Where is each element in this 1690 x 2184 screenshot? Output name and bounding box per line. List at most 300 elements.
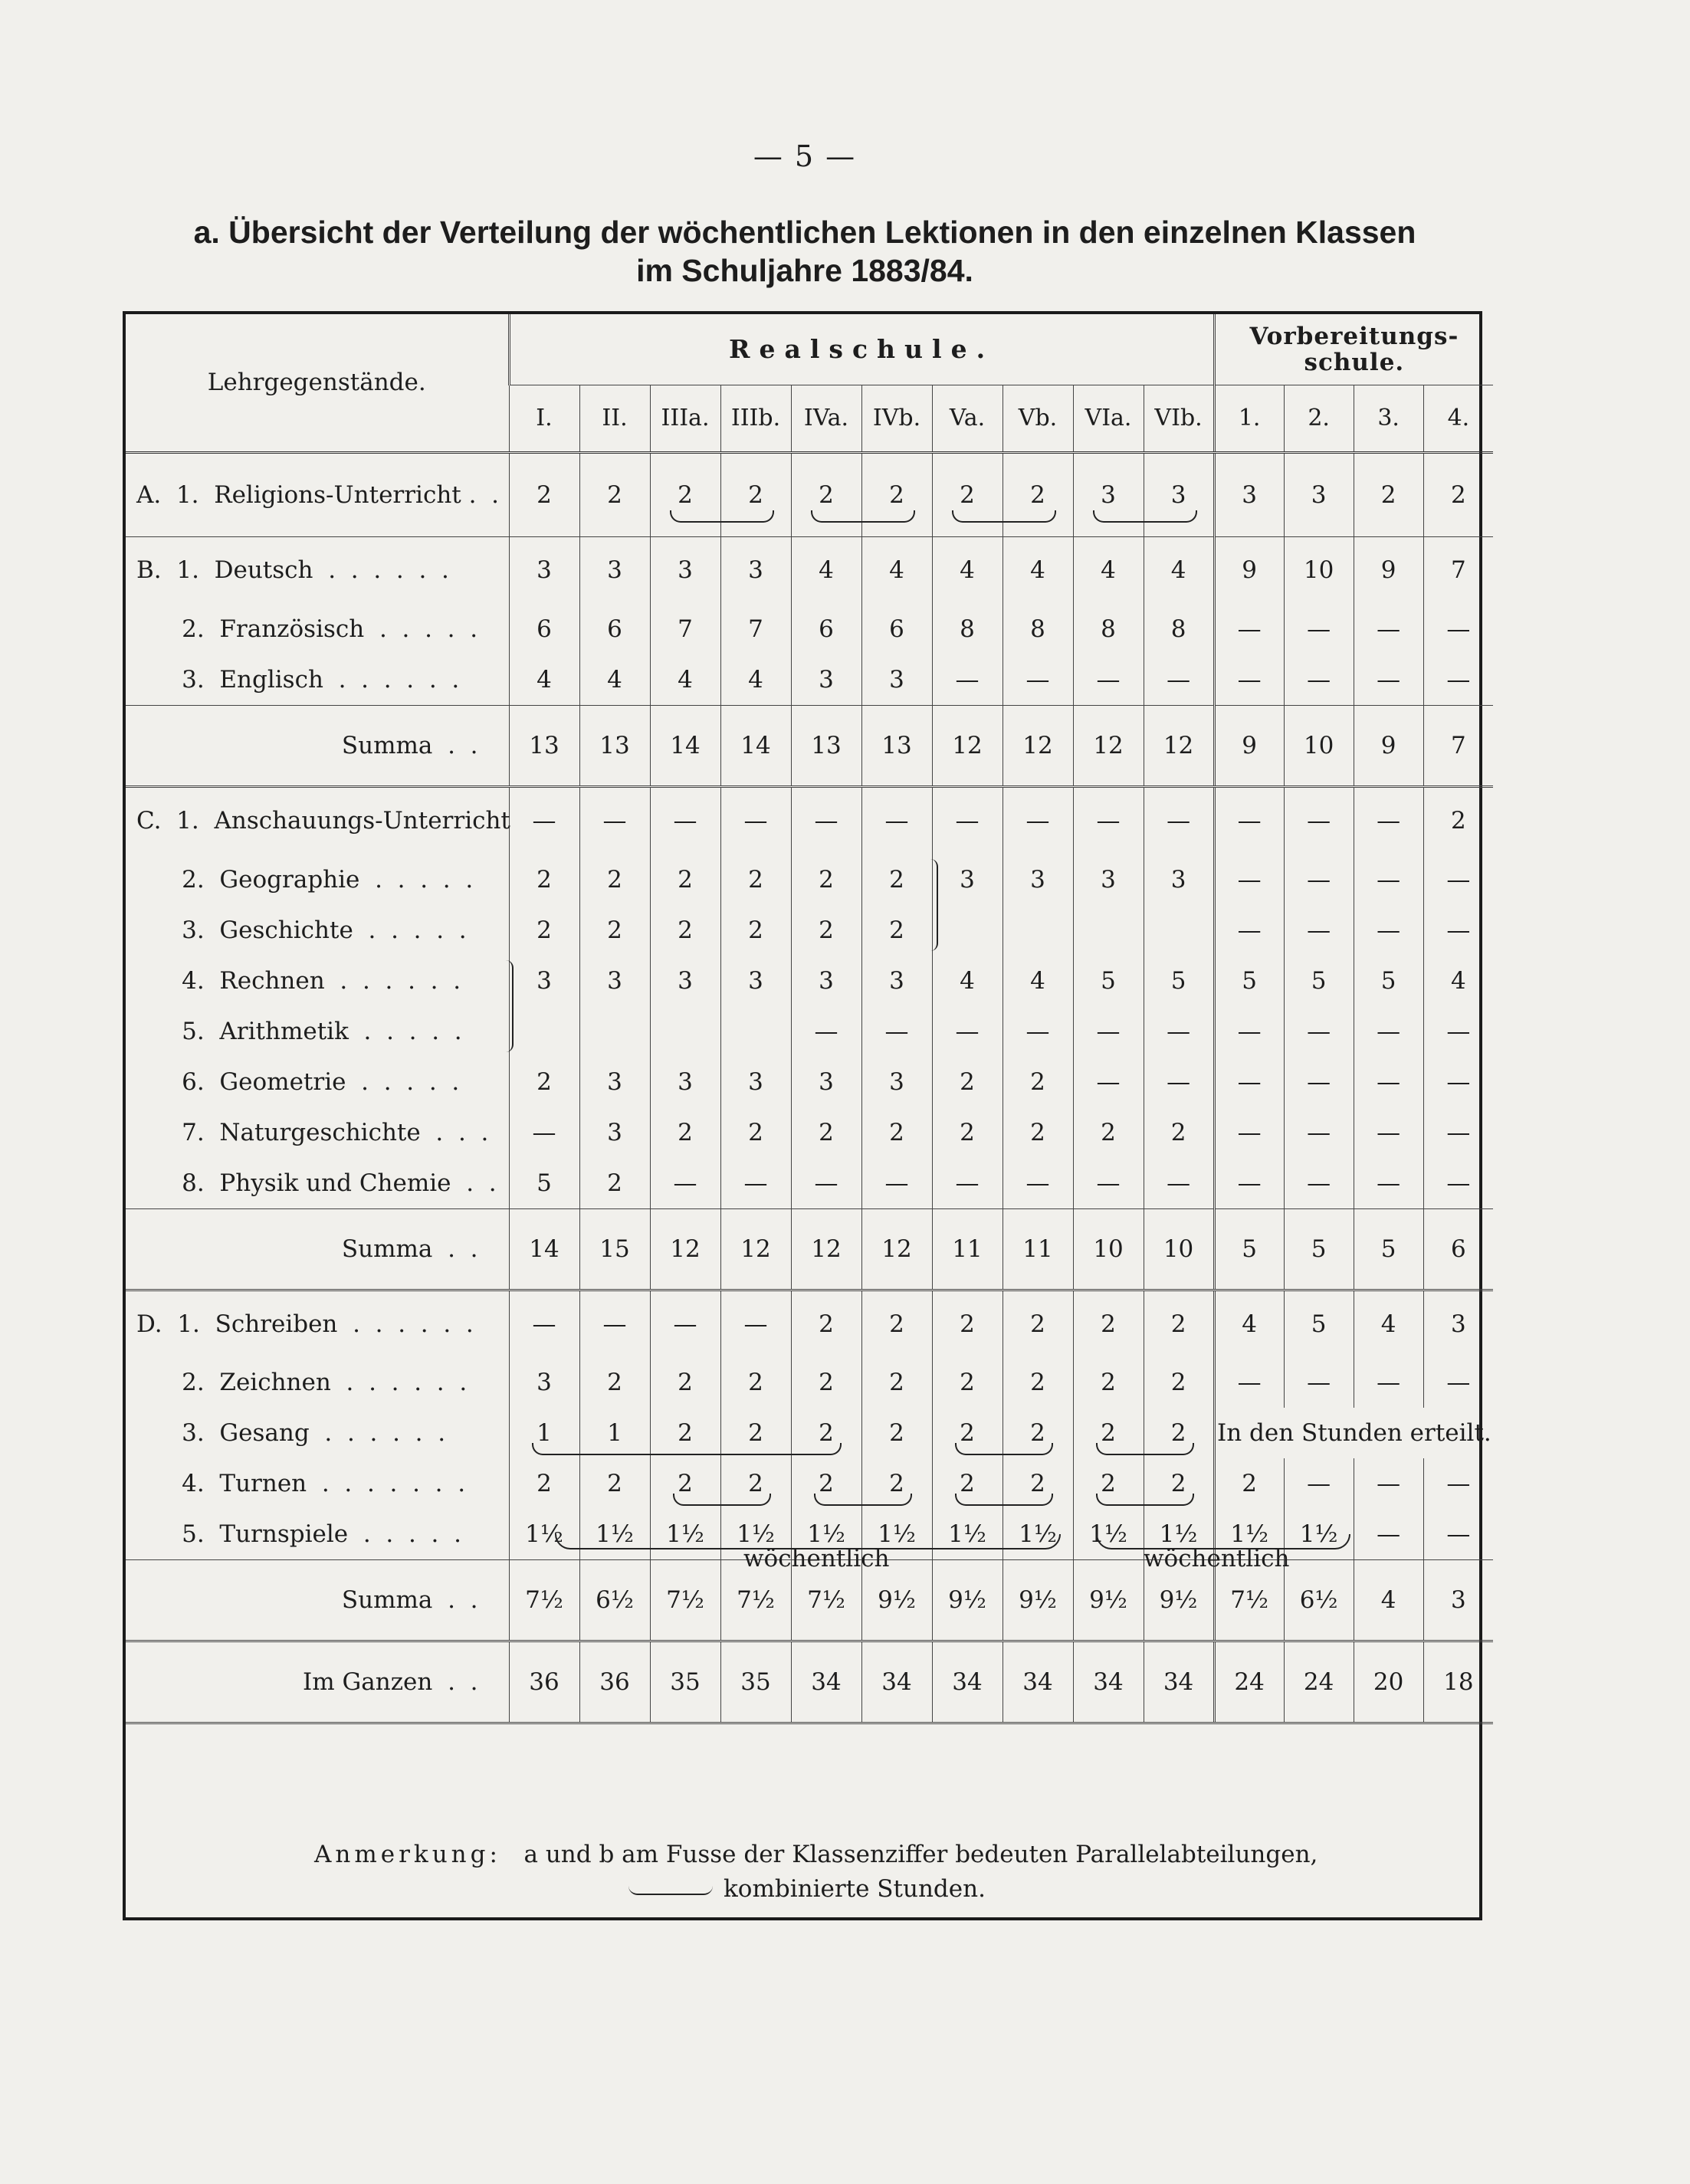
footnote-title: Anmerkung: bbox=[314, 1841, 501, 1868]
summa-row bbox=[126, 706, 1493, 787]
table-cell: — bbox=[650, 787, 720, 854]
table-cell: 9 bbox=[1354, 536, 1423, 604]
footnote-line-1 bbox=[314, 1841, 1318, 1868]
table-cell: 2 bbox=[861, 1408, 932, 1458]
table-cell: 3 bbox=[791, 654, 861, 706]
row-label: D. 1. Schreiben . . . . . . bbox=[136, 1310, 474, 1338]
combination-brace bbox=[955, 1494, 1053, 1506]
table-cell: 14 bbox=[720, 706, 791, 787]
table-cell: 2 bbox=[932, 1458, 1003, 1509]
table-cell: 10 bbox=[1073, 1208, 1144, 1290]
table-cell: 1½ bbox=[932, 1509, 1003, 1560]
table-cell: 10 bbox=[1284, 536, 1354, 604]
table-cell: 2 bbox=[791, 1290, 861, 1357]
combination-brace bbox=[670, 510, 774, 523]
table-cell: 2 bbox=[932, 1357, 1003, 1408]
table-cell: 2 bbox=[791, 1408, 861, 1458]
table-cell: — bbox=[1354, 604, 1423, 654]
table-cell: 7 bbox=[1423, 536, 1493, 604]
footnote-text-2: kombinierte Stunden. bbox=[724, 1875, 986, 1903]
table-cell: — bbox=[932, 654, 1003, 706]
table-cell: — bbox=[579, 787, 650, 854]
table-cell: — bbox=[791, 1158, 861, 1209]
table-cell: 2 bbox=[1073, 1408, 1144, 1458]
table-row bbox=[126, 905, 1493, 956]
table-cell: 8 bbox=[932, 604, 1003, 654]
row-label: 5. Arithmetik . . . . . bbox=[136, 1017, 462, 1045]
table-cell: 7 bbox=[1423, 706, 1493, 787]
table-cell: 7 bbox=[720, 604, 791, 654]
table-cell: — bbox=[1003, 1006, 1073, 1057]
table-cell: 2 bbox=[579, 1458, 650, 1509]
table-cell: 2 bbox=[509, 1057, 579, 1107]
row-label: 3. Englisch . . . . . . bbox=[136, 666, 460, 694]
table-cell: — bbox=[1354, 654, 1423, 706]
class-header: VIa. bbox=[1073, 385, 1144, 452]
table-cell: 1½ bbox=[1284, 1509, 1354, 1560]
table-cell: 4 bbox=[1003, 536, 1073, 604]
table-cell: 6 bbox=[791, 604, 861, 654]
table-cell: 35 bbox=[650, 1641, 720, 1723]
table-cell: 3 bbox=[720, 956, 791, 1006]
table-cell: 1 bbox=[509, 1408, 579, 1458]
row-label: Summa . . bbox=[126, 1208, 509, 1290]
table-cell: 2 bbox=[650, 1408, 720, 1458]
table-cell: — bbox=[1144, 1158, 1214, 1209]
table-cell: 2 bbox=[791, 1357, 861, 1408]
table-cell: 3 bbox=[509, 956, 579, 1006]
table-cell: 4 bbox=[932, 956, 1003, 1006]
table-cell: 5 bbox=[1354, 1208, 1423, 1290]
table-cell: 3 bbox=[932, 854, 1003, 905]
class-header: Vb. bbox=[1003, 385, 1073, 452]
table-cell: 5 bbox=[1284, 1208, 1354, 1290]
table-cell: 9 bbox=[1214, 536, 1284, 604]
table-cell: 3 bbox=[1003, 854, 1073, 905]
table-cell: 9½ bbox=[1003, 1560, 1073, 1641]
table-cell: 5 bbox=[1214, 1208, 1284, 1290]
table-cell: 2 bbox=[509, 452, 579, 536]
table-cell: 2 bbox=[509, 854, 579, 905]
table-cell: — bbox=[509, 1290, 579, 1357]
summa-row bbox=[126, 1208, 1493, 1290]
row-label: 3. Gesang . . . . . . bbox=[136, 1419, 446, 1447]
table-cell: 2 bbox=[861, 905, 932, 956]
table-cell: — bbox=[1284, 1357, 1354, 1408]
table-cell: — bbox=[650, 1290, 720, 1357]
table-cell: 2 bbox=[791, 1458, 861, 1509]
table-cell: 2 bbox=[861, 1290, 932, 1357]
table-cell: 5 bbox=[1214, 956, 1284, 1006]
table-cell: 7½ bbox=[791, 1560, 861, 1641]
table-cell bbox=[650, 1006, 720, 1057]
table-cell: 2 bbox=[720, 1107, 791, 1158]
combination-brace bbox=[811, 510, 915, 523]
table-row bbox=[126, 452, 1493, 536]
table-cell: 3 bbox=[650, 956, 720, 1006]
table-cell: — bbox=[1073, 1057, 1144, 1107]
row-label: 5. Turnspiele . . . . . bbox=[136, 1520, 461, 1548]
table-cell: 3 bbox=[720, 1057, 791, 1107]
table-cell: 9½ bbox=[1073, 1560, 1144, 1641]
class-header: IVb. bbox=[861, 385, 932, 452]
table-cell: — bbox=[1354, 1458, 1423, 1509]
table-cell: 5 bbox=[1284, 956, 1354, 1006]
table-cell: — bbox=[1003, 787, 1073, 854]
table-cell: 2 bbox=[650, 452, 720, 536]
table-cell: — bbox=[1284, 854, 1354, 905]
table-cell: — bbox=[1354, 854, 1423, 905]
table-cell: 6½ bbox=[579, 1560, 650, 1641]
table-cell: 4 bbox=[1003, 956, 1073, 1006]
table-cell: 2 bbox=[720, 854, 791, 905]
table-cell: 15 bbox=[579, 1208, 650, 1290]
table-cell: 2 bbox=[791, 1107, 861, 1158]
row-label: Im Ganzen . . bbox=[126, 1641, 509, 1723]
table-cell: 4 bbox=[791, 536, 861, 604]
vorbereitung-line-2: schule. bbox=[1304, 348, 1405, 376]
row-label: 8. Physik und Chemie . . bbox=[136, 1169, 497, 1197]
table-cell: 13 bbox=[791, 706, 861, 787]
table-cell: — bbox=[1214, 654, 1284, 706]
table-cell: 5 bbox=[509, 1158, 579, 1209]
row-label: A. 1. Religions-Unterricht . . bbox=[126, 452, 509, 536]
table-cell: 1½ bbox=[1144, 1509, 1214, 1560]
table-cell: — bbox=[1003, 654, 1073, 706]
table-cell: 3 bbox=[1214, 452, 1284, 536]
combination-brace bbox=[929, 859, 938, 951]
class-header: IIIb. bbox=[720, 385, 791, 452]
table-cell: — bbox=[861, 787, 932, 854]
table-cell: 4 bbox=[509, 654, 579, 706]
table-cell: 24 bbox=[1284, 1641, 1354, 1723]
table-cell: 2 bbox=[1003, 1408, 1073, 1458]
table-cell: 2 bbox=[1144, 1458, 1214, 1509]
table-cell: 2 bbox=[720, 452, 791, 536]
table-cell: 12 bbox=[932, 706, 1003, 787]
table-cell: 13 bbox=[861, 706, 932, 787]
table-cell: — bbox=[932, 1158, 1003, 1209]
table-cell: — bbox=[1423, 905, 1493, 956]
table-cell: 34 bbox=[932, 1641, 1003, 1723]
table-cell: 6 bbox=[579, 604, 650, 654]
table-cell: 9½ bbox=[861, 1560, 932, 1641]
table-cell: 18 bbox=[1423, 1641, 1493, 1723]
table-cell: — bbox=[1144, 1006, 1214, 1057]
table-cell: — bbox=[1354, 905, 1423, 956]
row-label: Summa . . bbox=[126, 1560, 509, 1641]
table-cell: 14 bbox=[650, 706, 720, 787]
table-cell: 2 bbox=[650, 1107, 720, 1158]
row-label: 3. Geschichte . . . . . bbox=[136, 916, 467, 944]
table-cell: 4 bbox=[650, 654, 720, 706]
table-cell: 10 bbox=[1144, 1208, 1214, 1290]
table-cell: 2 bbox=[861, 1357, 932, 1408]
table-cell: 6 bbox=[509, 604, 579, 654]
table-cell: 34 bbox=[1073, 1641, 1144, 1723]
table-cell: 2 bbox=[579, 452, 650, 536]
table-cell: — bbox=[1354, 1509, 1423, 1560]
table-cell: — bbox=[861, 1006, 932, 1057]
table-cell: 4 bbox=[1423, 956, 1493, 1006]
table-cell: 35 bbox=[720, 1641, 791, 1723]
table-cell: — bbox=[1214, 1057, 1284, 1107]
table-cell: 3 bbox=[509, 536, 579, 604]
table-row bbox=[126, 536, 1493, 604]
table-cell: 4 bbox=[861, 536, 932, 604]
table-cell: 7½ bbox=[509, 1560, 579, 1641]
table-cell: 2 bbox=[1003, 1290, 1073, 1357]
page-title bbox=[0, 213, 1610, 290]
table-cell: 3 bbox=[650, 1057, 720, 1107]
page-number: — 5 — bbox=[753, 139, 857, 173]
table-cell: 2 bbox=[509, 905, 579, 956]
row-label: 7. Naturgeschichte . . . bbox=[136, 1118, 489, 1146]
table-cell: 3 bbox=[1144, 854, 1214, 905]
table-cell: 4 bbox=[1214, 1290, 1284, 1357]
table-cell: — bbox=[1354, 1357, 1423, 1408]
table-cell: — bbox=[720, 1290, 791, 1357]
table-cell: 2 bbox=[720, 1357, 791, 1408]
table-cell: — bbox=[1423, 1107, 1493, 1158]
table-row bbox=[126, 1057, 1493, 1107]
table-cell: 1½ bbox=[579, 1509, 650, 1560]
table-cell: 2 bbox=[932, 1290, 1003, 1357]
table-cell: 3 bbox=[1073, 452, 1144, 536]
table-cell: — bbox=[1423, 1057, 1493, 1107]
table-cell: 12 bbox=[720, 1208, 791, 1290]
class-header: VIb. bbox=[1144, 385, 1214, 452]
table-cell: — bbox=[1214, 1006, 1284, 1057]
table-cell: 2 bbox=[650, 1357, 720, 1408]
table-cell: — bbox=[509, 787, 579, 854]
table-cell: — bbox=[579, 1290, 650, 1357]
table-cell: 2 bbox=[1423, 452, 1493, 536]
class-header: Va. bbox=[932, 385, 1003, 452]
table-cell bbox=[579, 1006, 650, 1057]
table-cell: — bbox=[1073, 654, 1144, 706]
table-cell: 14 bbox=[509, 1208, 579, 1290]
table-cell: — bbox=[1354, 1107, 1423, 1158]
table-cell: — bbox=[1354, 787, 1423, 854]
table-cell: — bbox=[1214, 854, 1284, 905]
table-cell: 7½ bbox=[720, 1560, 791, 1641]
table-cell: 1½ bbox=[1214, 1509, 1284, 1560]
table-cell: 2 bbox=[1003, 1057, 1073, 1107]
table-cell: 4 bbox=[1073, 536, 1144, 604]
table-cell: 2 bbox=[861, 452, 932, 536]
table-cell: — bbox=[932, 1006, 1003, 1057]
table-cell: 7½ bbox=[1214, 1560, 1284, 1641]
table-cell: — bbox=[932, 787, 1003, 854]
table-cell: 6 bbox=[861, 604, 932, 654]
table-cell: 2 bbox=[1003, 1107, 1073, 1158]
table-cell: — bbox=[1073, 787, 1144, 854]
table-cell: 34 bbox=[1144, 1641, 1214, 1723]
table-cell: 12 bbox=[861, 1208, 932, 1290]
table-cell: 1½ bbox=[650, 1509, 720, 1560]
table-cell: — bbox=[1214, 1357, 1284, 1408]
table-row bbox=[126, 1290, 1493, 1357]
table-cell: 2 bbox=[932, 452, 1003, 536]
table-cell: 6½ bbox=[1284, 1560, 1354, 1641]
table-cell: 2 bbox=[1144, 1408, 1214, 1458]
table-cell: 2 bbox=[720, 905, 791, 956]
table-cell: 2 bbox=[1003, 1357, 1073, 1408]
table-cell: — bbox=[1144, 654, 1214, 706]
table-row bbox=[126, 787, 1493, 854]
table-cell: 2 bbox=[579, 854, 650, 905]
table-cell: 2 bbox=[720, 1458, 791, 1509]
table-cell: — bbox=[720, 1158, 791, 1209]
table-cell: — bbox=[1423, 1158, 1493, 1209]
table-cell: — bbox=[1144, 1057, 1214, 1107]
table-cell: — bbox=[1214, 604, 1284, 654]
table-row bbox=[126, 654, 1493, 706]
class-header: IVa. bbox=[791, 385, 861, 452]
combination-brace bbox=[1093, 510, 1197, 523]
table-cell: — bbox=[1423, 854, 1493, 905]
class-header: I. bbox=[509, 385, 579, 452]
table-cell: 1 bbox=[579, 1408, 650, 1458]
table-cell: 3 bbox=[509, 1357, 579, 1408]
table-row bbox=[126, 1158, 1493, 1209]
table-cell: 3 bbox=[861, 654, 932, 706]
row-label: Summa . . bbox=[126, 706, 509, 787]
table-cell: 2 bbox=[932, 1107, 1003, 1158]
table-cell: 12 bbox=[650, 1208, 720, 1290]
table-cell: 2 bbox=[861, 1107, 932, 1158]
table-cell: — bbox=[1073, 1158, 1144, 1209]
table-cell: 2 bbox=[861, 854, 932, 905]
class-header: 4. bbox=[1423, 385, 1493, 452]
table-cell: 3 bbox=[720, 536, 791, 604]
table-cell: 9½ bbox=[932, 1560, 1003, 1641]
table-cell: — bbox=[509, 1107, 579, 1158]
table-cell: 2 bbox=[1073, 1290, 1144, 1357]
table-cell: 13 bbox=[509, 706, 579, 787]
row-label: B. 1. Deutsch . . . . . . bbox=[136, 556, 449, 585]
combination-brace bbox=[673, 1494, 771, 1506]
table-cell: 7½ bbox=[650, 1560, 720, 1641]
table-cell: 2 bbox=[861, 1458, 932, 1509]
table-cell bbox=[509, 1006, 579, 1057]
table-cell: 3 bbox=[650, 536, 720, 604]
combination-brace bbox=[1096, 1494, 1194, 1506]
combination-brace bbox=[532, 1443, 842, 1455]
vorbereitung-header bbox=[1214, 314, 1493, 385]
table-cell: 8 bbox=[1073, 604, 1144, 654]
table-cell: 4 bbox=[1144, 536, 1214, 604]
row-label: 6. Geometrie . . . . . bbox=[136, 1067, 460, 1096]
table-cell: 13 bbox=[579, 706, 650, 787]
table-cell: 3 bbox=[1284, 452, 1354, 536]
class-header: II. bbox=[579, 385, 650, 452]
table-cell: 2 bbox=[579, 905, 650, 956]
table-row bbox=[126, 1107, 1493, 1158]
table-cell: — bbox=[1423, 1509, 1493, 1560]
table-cell: 3 bbox=[579, 956, 650, 1006]
table-cell: 12 bbox=[791, 1208, 861, 1290]
table-cell: 4 bbox=[1354, 1560, 1423, 1641]
table-cell: — bbox=[861, 1158, 932, 1209]
class-header: 3. bbox=[1354, 385, 1423, 452]
table-row bbox=[126, 1006, 1493, 1057]
table-cell bbox=[932, 905, 1003, 956]
table-cell: 2 bbox=[1423, 787, 1493, 854]
table-cell: — bbox=[1003, 1158, 1073, 1209]
table-cell: 2 bbox=[791, 854, 861, 905]
table-cell: 2 bbox=[1354, 452, 1423, 536]
vorbereitung-line-1: Vorbereitungs- bbox=[1249, 322, 1459, 350]
table-cell: 2 bbox=[579, 1357, 650, 1408]
table-cell: 2 bbox=[650, 1458, 720, 1509]
combination-brace bbox=[814, 1494, 912, 1506]
table-cell: — bbox=[1354, 1057, 1423, 1107]
title-line-2: im Schuljahre 1883/84. bbox=[636, 253, 973, 288]
table-cell: 3 bbox=[579, 1057, 650, 1107]
class-header: IIIa. bbox=[650, 385, 720, 452]
table-cell: — bbox=[1354, 1158, 1423, 1209]
table-cell: 2 bbox=[1003, 452, 1073, 536]
table-cell: — bbox=[1214, 1107, 1284, 1158]
table-cell: — bbox=[1284, 1057, 1354, 1107]
table-cell: 3 bbox=[791, 956, 861, 1006]
table-cell: 36 bbox=[509, 1641, 579, 1723]
table-cell: 4 bbox=[579, 654, 650, 706]
table-cell: — bbox=[791, 787, 861, 854]
table-cell: 5 bbox=[1354, 956, 1423, 1006]
table-cell: 3 bbox=[861, 956, 932, 1006]
table-cell: 2 bbox=[791, 905, 861, 956]
table-cell: 2 bbox=[650, 854, 720, 905]
table-cell: 36 bbox=[579, 1641, 650, 1723]
table-cell: 1½ bbox=[1073, 1509, 1144, 1560]
table-cell: — bbox=[1423, 1357, 1493, 1408]
table-cell: 12 bbox=[1003, 706, 1073, 787]
gesang-note: In den Stunden erteilt. bbox=[1214, 1408, 1493, 1458]
table-cell: 3 bbox=[579, 1107, 650, 1158]
table-cell: 8 bbox=[1144, 604, 1214, 654]
table-cell: 9 bbox=[1214, 706, 1284, 787]
table-cell: 2 bbox=[932, 1408, 1003, 1458]
table-cell: 9½ bbox=[1144, 1560, 1214, 1641]
table-cell: — bbox=[1284, 1458, 1354, 1509]
table-cell: 3 bbox=[1073, 854, 1144, 905]
table-cell: — bbox=[1073, 1006, 1144, 1057]
table-cell: 1½ bbox=[720, 1509, 791, 1560]
table-cell: 12 bbox=[1144, 706, 1214, 787]
table-cell: 12 bbox=[1073, 706, 1144, 787]
table-cell: 34 bbox=[861, 1641, 932, 1723]
table-cell: 2 bbox=[1003, 1458, 1073, 1509]
subjects-header: Lehrgegenstände. bbox=[126, 314, 509, 452]
table-cell: 8 bbox=[1003, 604, 1073, 654]
table-cell: 2 bbox=[1214, 1458, 1284, 1509]
row-label: 2. Französisch . . . . . bbox=[136, 615, 478, 643]
lessons-table bbox=[126, 314, 1493, 1724]
row-label: C. 1. Anschauungs-Unterricht bbox=[136, 807, 510, 835]
table-cell: 2 bbox=[650, 905, 720, 956]
table-cell: 5 bbox=[1073, 956, 1144, 1006]
table-cell: — bbox=[1284, 654, 1354, 706]
table-cell: 4 bbox=[720, 654, 791, 706]
table-cell: 9 bbox=[1354, 706, 1423, 787]
class-header: 1. bbox=[1214, 385, 1284, 452]
table-cell: 2 bbox=[791, 452, 861, 536]
row-label: 2. Geographie . . . . . bbox=[136, 865, 474, 894]
table-cell: 2 bbox=[1073, 1107, 1144, 1158]
